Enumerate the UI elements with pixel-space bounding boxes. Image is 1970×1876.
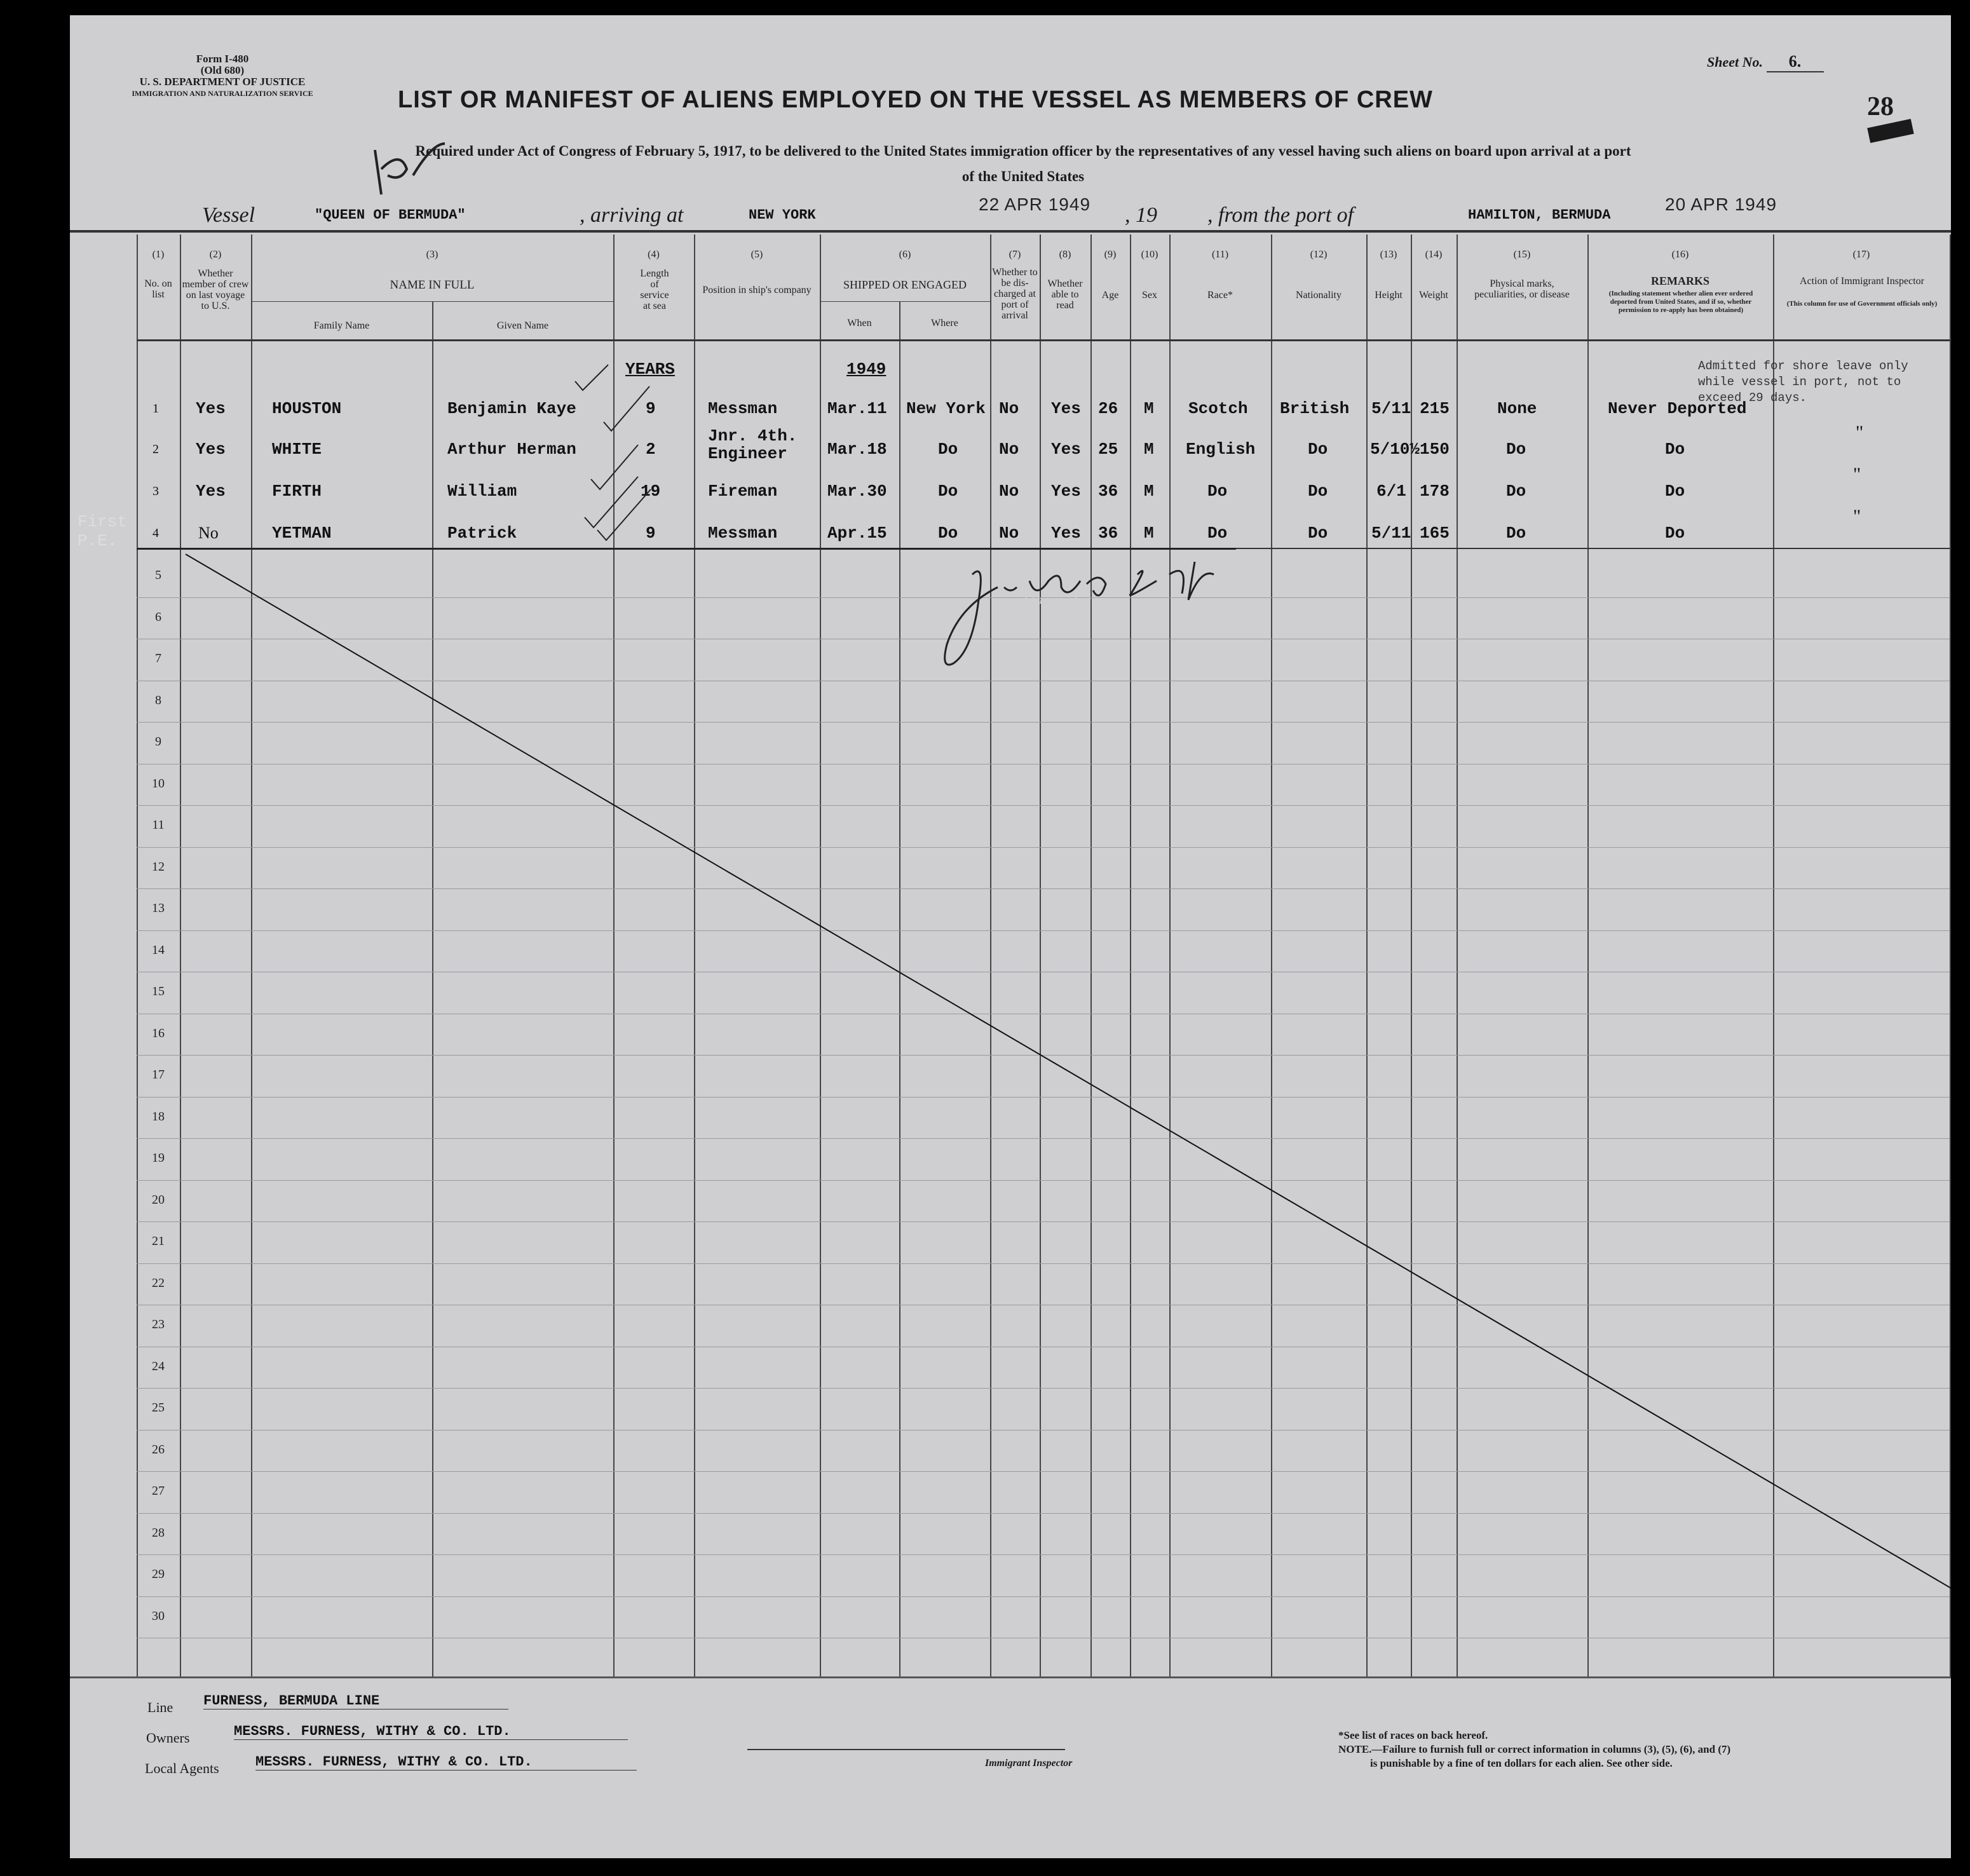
col-label-5: Position in ship's company: [702, 285, 812, 296]
penalty-note-1: NOTE.—Failure to furnish full or correct information in columns (3), (5), (6), and (7): [1338, 1743, 1731, 1755]
sex: M: [1144, 482, 1154, 501]
row-no: 1: [153, 402, 159, 416]
col-label-17: Action of Immigrant Inspector: [1800, 276, 1924, 287]
able-to-read: Yes: [1051, 399, 1081, 418]
height: 6/1: [1376, 482, 1406, 501]
row-number: 29: [152, 1567, 165, 1581]
from-port-label: , from the port of: [1207, 203, 1354, 227]
row-no: 4: [153, 526, 159, 540]
cancel-diagonal-line: [186, 554, 1951, 1588]
races-note: *See list of races on back hereof.: [1338, 1729, 1488, 1741]
from-port: HAMILTON, BERMUDA: [1468, 207, 1611, 223]
row-number: 30: [152, 1608, 165, 1623]
row-number: 18: [152, 1109, 165, 1124]
row-number: 11: [152, 818, 165, 832]
family-name: YETMAN: [272, 524, 332, 543]
vessel-label: Vessel: [202, 203, 255, 227]
footer-top-line: [70, 1676, 1951, 1678]
service-length: 2: [646, 440, 656, 459]
physical-marks: None: [1497, 399, 1537, 418]
service-length: 19: [641, 482, 661, 501]
inspector-signature-line: [747, 1749, 1065, 1750]
col-label-13: Height: [1375, 290, 1403, 301]
physical-marks: Do: [1506, 440, 1526, 459]
years-label: YEARS: [625, 360, 676, 379]
family-name: HOUSTON: [272, 399, 342, 418]
able-to-read: Yes: [1051, 440, 1081, 459]
checkmark: [591, 445, 638, 489]
signature: [945, 562, 1214, 665]
row-number: 26: [152, 1442, 165, 1457]
row-no: 3: [153, 484, 159, 498]
col-num-9: (9): [1104, 249, 1117, 260]
department: U. S. DEPARTMENT OF JUSTICE: [139, 76, 306, 88]
service-length: 9: [646, 524, 656, 543]
row-number: 22: [152, 1275, 165, 1290]
form-number: Form I-480: [196, 53, 249, 65]
row-number: 5: [155, 568, 161, 582]
markings-layer: [70, 15, 1951, 1858]
when-shipped: Mar.30: [827, 482, 887, 501]
age: 25: [1098, 440, 1118, 459]
row-number: 16: [152, 1026, 165, 1040]
row-number: 9: [155, 735, 161, 749]
row-number: 25: [152, 1401, 165, 1415]
last-voyage: Yes: [196, 482, 226, 501]
physical-marks: Do: [1506, 482, 1526, 501]
position: Fireman: [708, 482, 778, 501]
col-num-12: (12): [1310, 249, 1328, 260]
row-number: 23: [152, 1317, 165, 1331]
sex: M: [1144, 399, 1154, 418]
row-number: 14: [152, 942, 165, 957]
age: 36: [1098, 524, 1118, 543]
weight: 178: [1420, 482, 1450, 501]
col-num-15: (15): [1513, 249, 1531, 260]
physical-marks: Do: [1506, 524, 1526, 543]
agents-label: Local Agents: [145, 1760, 219, 1776]
able-to-read: Yes: [1051, 524, 1081, 543]
shore-leave-remark: Admitted for shore leave only while vessel in port, not to exceed 29 days.: [1698, 359, 1908, 405]
arriving-label: , arriving at: [580, 203, 684, 227]
row-number: 19: [152, 1151, 165, 1165]
remarks: Do: [1665, 440, 1685, 459]
arriving-port: NEW YORK: [749, 207, 816, 223]
col-num-13: (13): [1380, 249, 1397, 260]
given-name: Benjamin Kaye: [447, 399, 576, 418]
col-label-10: Sex: [1142, 290, 1157, 301]
row-no: 2: [153, 442, 159, 456]
col-num-3: (3): [426, 249, 438, 260]
row-number: 15: [152, 984, 165, 998]
where-shipped: Do: [938, 524, 958, 543]
row-number: 7: [155, 651, 161, 665]
row-number: 6: [155, 609, 161, 624]
col-label-12: Nationality: [1296, 290, 1342, 301]
remarks: Do: [1665, 482, 1685, 501]
race: English: [1186, 440, 1256, 459]
sex: M: [1144, 440, 1154, 459]
col-label-15: Physical marks, peculiarities, or disease: [1474, 278, 1570, 300]
last-voyage: Yes: [196, 440, 226, 459]
weight: 165: [1420, 524, 1450, 543]
height: 5/11: [1371, 399, 1411, 418]
line-value: FURNESS, BERMUDA LINE: [203, 1693, 508, 1709]
action-note: (This column for use of Government officials only): [1786, 300, 1938, 308]
year-shipped-label: 1949: [846, 360, 886, 379]
col-label-1: No. on list: [144, 278, 172, 300]
inspector-action: ": [1853, 464, 1861, 485]
col-label-3: NAME IN FULL: [390, 278, 475, 292]
checkmark: [585, 477, 638, 527]
first-pe-note: First P.E.: [78, 512, 128, 550]
col-num-10: (10): [1141, 249, 1158, 260]
inspector-label: Immigrant Inspector: [985, 1758, 1073, 1769]
col-num-4: (4): [648, 249, 660, 260]
race: Do: [1207, 524, 1228, 543]
row-number: 21: [152, 1234, 165, 1248]
where-header: Where: [931, 318, 958, 329]
col-num-8: (8): [1059, 249, 1071, 260]
col-num-5: (5): [751, 249, 763, 260]
row-number: 12: [152, 859, 165, 874]
col-label-8: Whether able to read: [1047, 278, 1083, 311]
row-number: 17: [152, 1068, 165, 1082]
checkmark: [604, 386, 649, 431]
penalty-note-2: is punishable by a fine of ten dollars for each alien. See other side.: [1370, 1757, 1673, 1769]
manifest-subtitle: Required under Act of Congress of February 5, 1917, to be delivered to the United States immigration officer by the representatives of any vessel having such aliens on board upon arrival at a port of the United States: [415, 143, 1631, 184]
family-name: FIRTH: [272, 482, 322, 501]
where-shipped: Do: [938, 482, 958, 501]
col-label-16: REMARKS: [1650, 275, 1709, 287]
agents-value: MESSRS. FURNESS, WITHY & CO. LTD.: [255, 1754, 637, 1771]
position: Messman: [708, 524, 778, 543]
vessel-name: "QUEEN OF BERMUDA": [315, 207, 466, 223]
age: 36: [1098, 482, 1118, 501]
row-number: 24: [152, 1359, 165, 1373]
inspector-action: ": [1853, 506, 1861, 527]
age: 26: [1098, 399, 1118, 418]
discharged: No: [999, 399, 1019, 418]
race: Do: [1207, 482, 1228, 501]
year-label: , 19: [1125, 203, 1157, 227]
nationality: Do: [1308, 440, 1328, 459]
position: Messman: [708, 399, 778, 418]
owners-label: Owners: [146, 1730, 190, 1746]
row-number: 27: [152, 1484, 165, 1498]
col-num-11: (11): [1211, 249, 1229, 260]
remarks: Do: [1665, 524, 1685, 543]
height: 5/11: [1371, 524, 1411, 543]
col-num-14: (14): [1425, 249, 1443, 260]
col-num-6: (6): [899, 249, 911, 260]
line-label: Line: [147, 1699, 173, 1715]
weight: 150: [1420, 440, 1450, 459]
col-num-1: (1): [152, 249, 165, 260]
where-shipped: Do: [938, 440, 958, 459]
when-shipped: Mar.11: [827, 399, 887, 418]
form-old-number: (Old 680): [200, 64, 245, 76]
col-num-7: (7): [1009, 249, 1021, 260]
col-label-2: Whether member of crew on last voyage to U.S.: [182, 268, 249, 311]
row-number: 10: [152, 776, 165, 791]
signature-text: J Singer Insp: [1023, 594, 1099, 607]
manifest-sheet: [70, 15, 1951, 1858]
remarks: Never Deported: [1608, 399, 1747, 418]
inspector-action: ": [1856, 422, 1864, 443]
col-label-6: SHIPPED OR ENGAGED: [843, 278, 967, 291]
height: 5/10½: [1370, 440, 1420, 459]
discharged: No: [999, 524, 1019, 543]
position: Jnr. 4th. Engineer: [708, 426, 798, 463]
last-voyage: No: [198, 524, 219, 542]
col-label-14: Weight: [1419, 290, 1448, 301]
last-voyage: Yes: [196, 399, 226, 418]
sheet-number: Sheet No. 6.: [1707, 52, 1824, 72]
given-name-header: Given Name: [496, 320, 549, 331]
arrival-date-stamp: 22 APR 1949: [979, 194, 1091, 214]
col-label-4: Length of service at sea: [640, 268, 669, 311]
row-number: 28: [152, 1525, 165, 1540]
race: Scotch: [1188, 399, 1248, 418]
col-num-2: (2): [209, 249, 222, 260]
col-label-7: Whether to be dis-charged at port of arrival: [992, 267, 1038, 321]
family-name-header: Family Name: [313, 320, 370, 331]
row-number: 20: [152, 1192, 165, 1207]
col-num-17: (17): [1852, 249, 1870, 260]
where-shipped: New York: [906, 399, 986, 418]
given-name: William: [447, 482, 517, 501]
weight: 215: [1420, 399, 1450, 418]
col-label-11: Race*: [1207, 290, 1233, 301]
when-shipped: Mar.18: [827, 440, 887, 459]
corner-number: 28: [1867, 92, 1894, 121]
col-label-9: Age: [1101, 290, 1119, 301]
discharged: No: [999, 482, 1019, 501]
row-number: 8: [155, 693, 161, 707]
when-shipped: Apr.15: [827, 524, 887, 543]
col-num-16: (16): [1671, 249, 1689, 260]
given-name: Patrick: [447, 524, 517, 543]
owners-value: MESSRS. FURNESS, WITHY & CO. LTD.: [234, 1723, 628, 1740]
nationality: Do: [1308, 524, 1328, 543]
given-name: Arthur Herman: [447, 440, 576, 459]
service: IMMIGRATION AND NATURALIZATION SERVICE: [132, 89, 313, 98]
remarks-note: (Including statement whether alien ever ordered deported from United States, and if so, whether permission to re-apply has been obtained): [1608, 290, 1753, 314]
when-header: When: [847, 318, 872, 329]
checkmark: [575, 365, 608, 390]
family-name: WHITE: [272, 440, 322, 459]
nationality: Do: [1308, 482, 1328, 501]
row-number: 13: [152, 901, 165, 915]
sex: M: [1144, 524, 1154, 543]
nationality: British: [1280, 399, 1350, 418]
manifest-title: LIST OR MANIFEST OF ALIENS EMPLOYED ON THE VESSEL AS MEMBERS OF CREW: [398, 86, 1433, 113]
service-length: 9: [646, 399, 656, 418]
able-to-read: Yes: [1051, 482, 1081, 501]
discharged: No: [999, 440, 1019, 459]
departure-date-stamp: 20 APR 1949: [1665, 194, 1777, 214]
